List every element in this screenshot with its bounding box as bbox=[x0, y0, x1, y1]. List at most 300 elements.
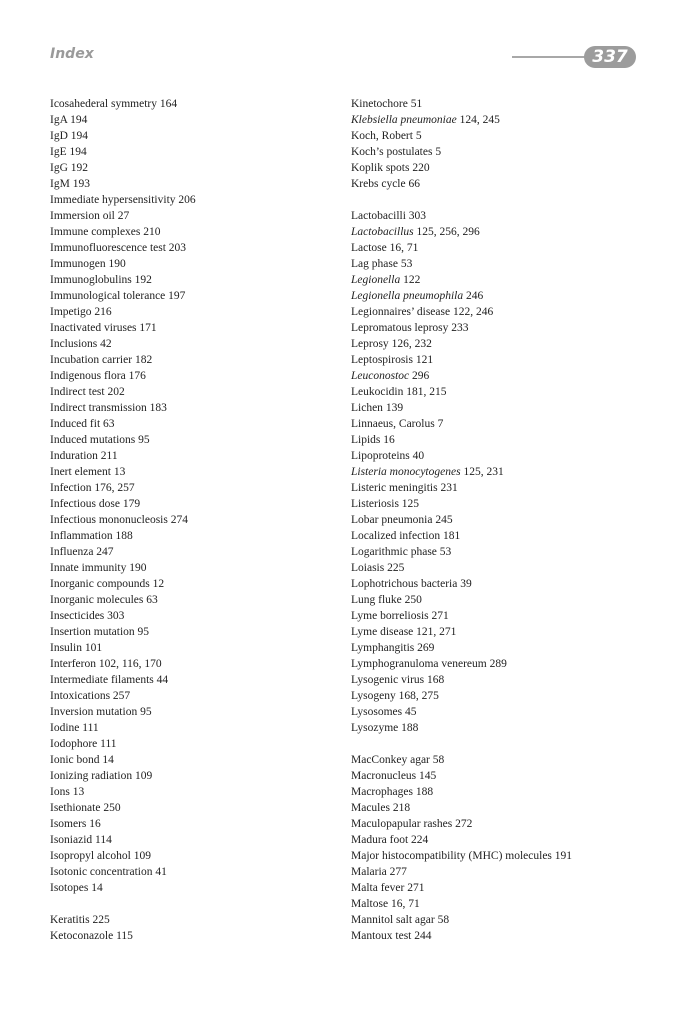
index-entry bbox=[351, 800, 651, 816]
index-term: Lymphogranuloma venereum bbox=[351, 658, 487, 670]
index-page-refs: 122, 246 bbox=[452, 306, 494, 318]
index-entry bbox=[351, 240, 651, 256]
index-term: Leprosy bbox=[351, 338, 389, 350]
index-entry bbox=[50, 240, 335, 256]
index-page-refs: 16 bbox=[383, 434, 395, 446]
index-term: Immunoglobulins bbox=[50, 274, 132, 286]
index-term: Immune complexes bbox=[50, 226, 141, 238]
index-page-refs: 126, 232 bbox=[391, 338, 432, 350]
index-entry bbox=[50, 656, 335, 672]
index-entry bbox=[50, 432, 335, 448]
index-page-refs: 121 bbox=[415, 354, 434, 366]
index-entry bbox=[50, 288, 335, 304]
index-entry bbox=[351, 624, 651, 640]
index-page-refs: 58 bbox=[432, 754, 445, 766]
index-term: Inversion mutation bbox=[50, 706, 138, 718]
index-page-refs: 225 bbox=[387, 562, 405, 574]
index-term: Intermediate filaments bbox=[50, 674, 154, 686]
index-page-refs: 210 bbox=[143, 226, 161, 238]
index-term: IgD bbox=[50, 130, 68, 142]
index-page-refs: 39 bbox=[460, 578, 472, 590]
index-entry bbox=[351, 896, 651, 912]
index-page-refs: 197 bbox=[168, 290, 186, 302]
index-term: Koch, Robert bbox=[351, 130, 413, 142]
index-entry bbox=[50, 144, 335, 160]
index-term: Malta fever bbox=[351, 882, 405, 894]
index-page-refs: 277 bbox=[389, 866, 407, 878]
index-page-refs: 211 bbox=[100, 450, 118, 462]
index-entry bbox=[50, 928, 335, 944]
index-entry bbox=[50, 368, 335, 384]
index-page-refs: 246 bbox=[466, 290, 484, 302]
index-page-refs: 40 bbox=[412, 450, 425, 462]
index-term: Mannitol salt agar bbox=[351, 914, 435, 926]
index-page-refs: 296 bbox=[412, 370, 430, 382]
index-entry bbox=[50, 592, 335, 608]
index-term: Lysogeny bbox=[351, 690, 396, 702]
index-term: Inclusions bbox=[50, 338, 98, 350]
index-entry bbox=[351, 480, 651, 496]
index-term: Infectious dose bbox=[50, 498, 120, 510]
index-term: Inflammation bbox=[50, 530, 113, 542]
index-term: IgG bbox=[50, 162, 68, 174]
index-page-refs: 179 bbox=[122, 498, 141, 510]
index-entry bbox=[50, 800, 335, 816]
index-term: Krebs cycle bbox=[351, 178, 406, 190]
index-page-refs: 53 bbox=[400, 258, 413, 270]
index-entry bbox=[351, 112, 651, 128]
index-term: Ions bbox=[50, 786, 70, 798]
index-page-refs: 289 bbox=[489, 658, 507, 670]
index-entry bbox=[351, 816, 651, 832]
index-page-refs: 303 bbox=[408, 210, 427, 222]
index-entry bbox=[50, 112, 335, 128]
index-page-refs: 202 bbox=[107, 386, 125, 398]
index-page-refs: 95 bbox=[137, 626, 150, 638]
index-column-right bbox=[351, 96, 651, 944]
index-entry bbox=[50, 384, 335, 400]
index-page-refs: 194 bbox=[70, 114, 88, 126]
index-entry bbox=[50, 96, 335, 112]
index-page-refs: 58 bbox=[437, 914, 450, 926]
index-page-refs: 121, 271 bbox=[416, 626, 457, 638]
index-entry bbox=[50, 688, 335, 704]
index-entry bbox=[351, 912, 651, 928]
index-page-refs: 125, 256, 296 bbox=[416, 226, 480, 238]
index-entry bbox=[351, 96, 651, 112]
index-entry bbox=[50, 880, 335, 896]
index-entry bbox=[50, 816, 335, 832]
index-page-refs: 115 bbox=[116, 930, 133, 942]
header-rule bbox=[512, 56, 592, 58]
index-entry bbox=[50, 624, 335, 640]
index-term: Insertion mutation bbox=[50, 626, 135, 638]
index-entry bbox=[50, 496, 335, 512]
index-page-refs: 231 bbox=[440, 482, 458, 494]
index-term: MacConkey agar bbox=[351, 754, 430, 766]
index-entry bbox=[351, 592, 651, 608]
index-page-refs: 27 bbox=[117, 210, 130, 222]
index-term: Ionic bond bbox=[50, 754, 100, 766]
index-term: IgE bbox=[50, 146, 67, 158]
index-page-refs: 16, 71 bbox=[389, 242, 419, 254]
index-page-refs: 216 bbox=[94, 306, 112, 318]
index-entry bbox=[50, 608, 335, 624]
index-page-refs: 192 bbox=[70, 162, 89, 174]
index-term: Lysogenic virus bbox=[351, 674, 425, 686]
index-page-refs: 109 bbox=[134, 770, 153, 782]
index-page-refs: 171 bbox=[139, 322, 157, 334]
index-entry bbox=[50, 576, 335, 592]
index-page-refs: 176, 257 bbox=[94, 482, 135, 494]
index-page-refs: 44 bbox=[156, 674, 169, 686]
index-term: Legionella bbox=[351, 274, 401, 286]
index-page-refs: 244 bbox=[414, 930, 432, 942]
index-entry bbox=[50, 352, 335, 368]
index-term: Immunological tolerance bbox=[50, 290, 166, 302]
index-entry bbox=[50, 752, 335, 768]
index-term: Listeria monocytogenes bbox=[351, 466, 461, 478]
index-entry bbox=[351, 400, 651, 416]
index-page-refs: 272 bbox=[455, 818, 473, 830]
index-page-refs: 303 bbox=[107, 610, 125, 622]
running-header-title: Index bbox=[50, 46, 94, 62]
index-page-refs: 12 bbox=[152, 578, 165, 590]
index-term: Isomers bbox=[50, 818, 87, 830]
index-page-refs: 7 bbox=[437, 418, 444, 430]
index-entry bbox=[351, 256, 651, 272]
index-page-refs: 125, 231 bbox=[463, 466, 504, 478]
index-page-refs: 102, 116, 170 bbox=[98, 658, 162, 670]
index-entry bbox=[351, 176, 651, 192]
index-entry bbox=[50, 832, 335, 848]
index-entry bbox=[351, 208, 651, 224]
index-term: Legionella pneumophila bbox=[351, 290, 464, 302]
index-term: Iodophore bbox=[50, 738, 98, 750]
index-term: Impetigo bbox=[50, 306, 92, 318]
index-entry bbox=[50, 784, 335, 800]
index-term: Insecticides bbox=[50, 610, 105, 622]
index-page-refs: 53 bbox=[439, 546, 452, 558]
index-term: Logarithmic phase bbox=[351, 546, 437, 558]
index-entry bbox=[50, 528, 335, 544]
index-entry bbox=[351, 768, 651, 784]
index-entry bbox=[50, 704, 335, 720]
index-page-refs: 182 bbox=[134, 354, 153, 366]
index-page-refs: 14 bbox=[91, 882, 103, 894]
index-page-refs: 193 bbox=[72, 178, 90, 190]
index-term: Listeric meningitis bbox=[351, 482, 438, 494]
index-page-refs: 225 bbox=[92, 914, 110, 926]
index-term: Infectious mononucleosis bbox=[50, 514, 168, 526]
index-entry bbox=[351, 672, 651, 688]
index-term: Lophotrichous bacteria bbox=[351, 578, 458, 590]
index-page-refs: 13 bbox=[72, 786, 85, 798]
index-term: Inorganic molecules bbox=[50, 594, 144, 606]
index-term: Major histocompatibility (MHC) molecules bbox=[351, 850, 552, 862]
index-term: Lobar pneumonia bbox=[351, 514, 433, 526]
index-term: IgA bbox=[50, 114, 68, 126]
index-term: Inactivated viruses bbox=[50, 322, 137, 334]
index-term: IgM bbox=[50, 178, 70, 190]
index-entry bbox=[50, 768, 335, 784]
index-page-refs: 45 bbox=[405, 706, 417, 718]
index-page-refs: 122 bbox=[403, 274, 421, 286]
index-term: Lag phase bbox=[351, 258, 398, 270]
index-entry bbox=[351, 640, 651, 656]
index-entry bbox=[351, 720, 651, 736]
index-entry bbox=[50, 320, 335, 336]
index-page-refs: 111 bbox=[100, 738, 117, 750]
index-page-refs: 13 bbox=[113, 466, 126, 478]
index-term: Immunofluorescence test bbox=[50, 242, 166, 254]
index-page-refs: 269 bbox=[417, 642, 435, 654]
index-entry bbox=[351, 304, 651, 320]
index-page-refs: 188 bbox=[401, 722, 419, 734]
index-page-refs: 168 bbox=[427, 674, 445, 686]
index-page-refs: 218 bbox=[392, 802, 411, 814]
index-term: Lactose bbox=[351, 242, 387, 254]
index-term: Macronucleus bbox=[351, 770, 417, 782]
index-page-refs: 95 bbox=[138, 434, 150, 446]
index-page-refs: 181 bbox=[442, 530, 461, 542]
index-page-refs: 139 bbox=[385, 402, 404, 414]
index-entry bbox=[50, 672, 335, 688]
index-page-refs: 14 bbox=[102, 754, 114, 766]
index-page-refs: 101 bbox=[84, 642, 103, 654]
index-term: Inert element bbox=[50, 466, 111, 478]
index-term: Mantoux test bbox=[351, 930, 412, 942]
index-term: Localized infection bbox=[351, 530, 441, 542]
index-page-refs: 203 bbox=[168, 242, 187, 254]
index-entry bbox=[50, 128, 335, 144]
index-term: Listeriosis bbox=[351, 498, 399, 510]
index-page-refs: 66 bbox=[408, 178, 420, 190]
index-term: Keratitis bbox=[50, 914, 90, 926]
index-term: Kinetochore bbox=[351, 98, 408, 110]
index-term: Ionizing radiation bbox=[50, 770, 133, 782]
index-term: Indirect test bbox=[50, 386, 105, 398]
index-entry bbox=[50, 464, 335, 480]
index-term: Klebsiella pneumoniae bbox=[351, 114, 457, 126]
index-term: Lipids bbox=[351, 434, 381, 446]
index-page-refs: 16, 71 bbox=[390, 898, 420, 910]
index-page-refs: 271 bbox=[431, 610, 449, 622]
index-page-refs: 190 bbox=[108, 258, 126, 270]
index-entry bbox=[351, 544, 651, 560]
index-page-refs: 183 bbox=[149, 402, 167, 414]
index-term: Isoniazid bbox=[50, 834, 93, 846]
index-entry bbox=[351, 752, 651, 768]
index-term: Indirect transmission bbox=[50, 402, 147, 414]
index-term: Linnaeus, Carolus bbox=[351, 418, 435, 430]
index-term: Isethionate bbox=[50, 802, 101, 814]
index-entry bbox=[351, 688, 651, 704]
index-page-refs: 188 bbox=[115, 530, 133, 542]
index-entry bbox=[351, 432, 651, 448]
index-entry bbox=[351, 336, 651, 352]
index-entry bbox=[50, 864, 335, 880]
index-entry bbox=[351, 368, 651, 384]
index-page-refs: 109 bbox=[133, 850, 151, 862]
index-term: Intoxications bbox=[50, 690, 111, 702]
index-entry bbox=[50, 640, 335, 656]
index-page-refs: 247 bbox=[96, 546, 114, 558]
index-term: Lung fluke bbox=[351, 594, 402, 606]
index-entry bbox=[50, 336, 335, 352]
index-entry bbox=[351, 832, 651, 848]
index-page-refs: 224 bbox=[411, 834, 429, 846]
index-entry bbox=[351, 880, 651, 896]
index-entry bbox=[50, 304, 335, 320]
index-page-refs: 191 bbox=[554, 850, 573, 862]
index-entry bbox=[351, 160, 651, 176]
index-entry bbox=[50, 192, 335, 208]
index-entry bbox=[50, 544, 335, 560]
index-page-refs: 176 bbox=[128, 370, 146, 382]
index-entry bbox=[50, 400, 335, 416]
index-page-refs: 51 bbox=[410, 98, 423, 110]
index-term: Maculopapular rashes bbox=[351, 818, 453, 830]
index-column-left bbox=[50, 96, 335, 944]
index-term: Interferon bbox=[50, 658, 96, 670]
index-term: Macules bbox=[351, 802, 390, 814]
index-term: Isotonic concentration bbox=[50, 866, 153, 878]
index-term: Isotopes bbox=[50, 882, 89, 894]
index-entry bbox=[351, 352, 651, 368]
index-term: Leptospirosis bbox=[351, 354, 413, 366]
index-term: Isopropyl alcohol bbox=[50, 850, 131, 862]
index-entry bbox=[50, 912, 335, 928]
index-term: Inorganic compounds bbox=[50, 578, 150, 590]
index-entry bbox=[351, 496, 651, 512]
index-entry bbox=[351, 864, 651, 880]
index-term: Induced mutations bbox=[50, 434, 136, 446]
index-entry bbox=[351, 224, 651, 240]
index-term: Koplik spots bbox=[351, 162, 410, 174]
index-entry bbox=[351, 656, 651, 672]
index-term: Lactobacillus bbox=[351, 226, 414, 238]
index-term: Leuconostoc bbox=[351, 370, 410, 382]
index-page-refs: 194 bbox=[69, 146, 87, 158]
index-page-refs: 95 bbox=[140, 706, 152, 718]
index-term: Incubation carrier bbox=[50, 354, 133, 366]
index-page-refs: 63 bbox=[146, 594, 158, 606]
index-page-refs: 220 bbox=[412, 162, 430, 174]
index-entry bbox=[351, 128, 651, 144]
index-term: Lipoproteins bbox=[351, 450, 410, 462]
index-term: Lactobacilli bbox=[351, 210, 406, 222]
index-entry bbox=[50, 480, 335, 496]
index-term: Icosahederal symmetry bbox=[50, 98, 157, 110]
index-entry bbox=[50, 160, 335, 176]
index-term: Insulin bbox=[50, 642, 82, 654]
index-page-refs: 190 bbox=[129, 562, 147, 574]
index-entry bbox=[351, 608, 651, 624]
index-entry bbox=[50, 208, 335, 224]
index-entry bbox=[50, 176, 335, 192]
index-entry bbox=[351, 928, 651, 944]
index-entry bbox=[351, 784, 651, 800]
index-page-refs: 111 bbox=[82, 722, 99, 734]
index-page-refs: 41 bbox=[155, 866, 167, 878]
index-page-refs: 274 bbox=[170, 514, 188, 526]
index-term: Influenza bbox=[50, 546, 94, 558]
index-page-refs: 245 bbox=[435, 514, 453, 526]
index-entry bbox=[50, 848, 335, 864]
index-entry bbox=[351, 560, 651, 576]
index-entry bbox=[351, 144, 651, 160]
index-term: Lyme disease bbox=[351, 626, 414, 638]
index-term: Koch’s postulates bbox=[351, 146, 433, 158]
index-page-refs: 181, 215 bbox=[406, 386, 447, 398]
index-term: Lepromatous leprosy bbox=[351, 322, 449, 334]
index-page-refs: 194 bbox=[70, 130, 89, 142]
index-entry bbox=[50, 720, 335, 736]
index-term: Lysosomes bbox=[351, 706, 403, 718]
index-term: Immediate hypersensitivity bbox=[50, 194, 176, 206]
index-term: Loiasis bbox=[351, 562, 385, 574]
index-page-refs: 271 bbox=[407, 882, 425, 894]
index-term: Ketoconazole bbox=[50, 930, 114, 942]
index-term: Immunogen bbox=[50, 258, 106, 270]
index-entry bbox=[351, 384, 651, 400]
index-term: Induration bbox=[50, 450, 98, 462]
page-number-badge: 337 bbox=[584, 46, 636, 68]
index-term: Maltose bbox=[351, 898, 389, 910]
index-page-refs: 192 bbox=[134, 274, 152, 286]
index-entry bbox=[50, 560, 335, 576]
index-page-refs: 124, 245 bbox=[459, 114, 500, 126]
index-page-refs: 250 bbox=[103, 802, 121, 814]
index-entry bbox=[351, 448, 651, 464]
index-term: Lichen bbox=[351, 402, 383, 414]
index-page-refs: 164 bbox=[159, 98, 178, 110]
index-entry bbox=[50, 272, 335, 288]
index-page-refs: 16 bbox=[89, 818, 101, 830]
index-entry bbox=[351, 704, 651, 720]
index-term: Infection bbox=[50, 482, 92, 494]
index-page-refs: 145 bbox=[419, 770, 437, 782]
index-term: Innate immunity bbox=[50, 562, 127, 574]
index-entry bbox=[351, 288, 651, 304]
index-entry bbox=[351, 576, 651, 592]
index-term: Macrophages bbox=[351, 786, 413, 798]
index-entry bbox=[50, 736, 335, 752]
index-term: Legionnaires’ disease bbox=[351, 306, 451, 318]
index-entry bbox=[50, 448, 335, 464]
index-page-refs: 233 bbox=[451, 322, 469, 334]
index-page-refs: 5 bbox=[435, 146, 442, 158]
index-page-refs: 206 bbox=[178, 194, 196, 206]
index-entry bbox=[50, 512, 335, 528]
index-term: Immersion oil bbox=[50, 210, 115, 222]
index-term: Indigenous flora bbox=[50, 370, 126, 382]
index-entry bbox=[351, 848, 651, 864]
index-page-refs: 250 bbox=[404, 594, 422, 606]
index-entry bbox=[351, 528, 651, 544]
index-entry bbox=[50, 416, 335, 432]
index-entry bbox=[351, 512, 651, 528]
index-entry bbox=[50, 224, 335, 240]
index-page-refs: 257 bbox=[112, 690, 131, 702]
index-entry bbox=[351, 272, 651, 288]
index-entry bbox=[351, 416, 651, 432]
index-term: Madura foot bbox=[351, 834, 409, 846]
index-page-refs: 5 bbox=[415, 130, 422, 142]
index-page-refs: 63 bbox=[103, 418, 115, 430]
index-page-refs: 188 bbox=[415, 786, 434, 798]
